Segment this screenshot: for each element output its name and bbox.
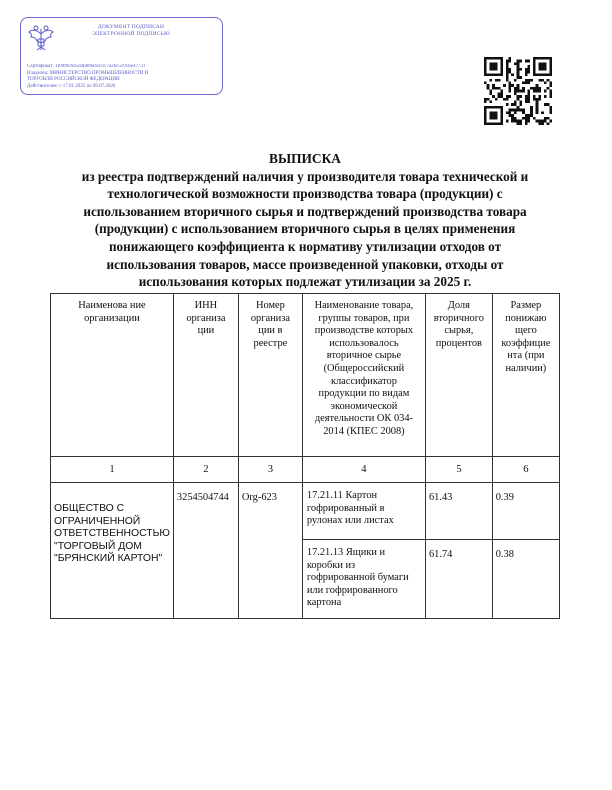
electronic-signature-stamp <box>20 17 223 95</box>
stamp-validity: Действителен: с 17.01.2025 по 09.07.2026 <box>27 83 116 89</box>
header-registry-number: Номер организа ции в реестре <box>238 294 302 457</box>
header-organization-name: Наименова ние организации <box>51 294 174 457</box>
registry-table <box>50 293 560 619</box>
stamp-title-line-1: ДОКУМЕНТ ПОДПИСАН <box>97 24 165 30</box>
column-number: 1 <box>51 457 174 483</box>
heading-line-2: технологической возможности производства товара (продукции) с <box>107 186 503 202</box>
header-inn: ИНН организа ции <box>173 294 238 457</box>
stamp-title <box>61 24 201 38</box>
secondary-share-cell: 61.43 <box>425 483 492 540</box>
stamp-owner: Владелец: МИНИСТЕРСТВО ПРОМЫШЛЕННОСТИ И <box>27 70 149 76</box>
stamp-details <box>27 64 219 90</box>
coefficient-cell: 0.39 <box>492 483 559 540</box>
double-headed-eagle-emblem-icon <box>27 24 55 54</box>
header-reduction-coefficient: Размер понижаю щего коэффицие нта (при наличии) <box>492 294 559 457</box>
registry-number-cell: Org-623 <box>238 483 302 619</box>
organization-name-cell <box>51 483 174 619</box>
header-secondary-share: Доля вторичного сырья, процентов <box>425 294 492 457</box>
column-number: 4 <box>302 457 425 483</box>
column-number: 5 <box>425 457 492 483</box>
inn-cell: 3254504744 <box>173 483 238 619</box>
heading-line-3: использованием вторичного сырья и подтверждений производства товара <box>83 203 527 219</box>
heading-line-5: понижающего коэффициента к нормативу утилизации отходов от <box>108 238 502 254</box>
header-product-name: Наименование товара, группы товаров, при производстве которых использовалось вторичное сырье (Общероссийский классификатор продукции по видам экономической деятельности ОК 034-2014 (КПЕС 2008) <box>302 294 425 457</box>
product-name-cell: 17.21.11 Картон гофрированный в рулонах или листах <box>302 483 425 540</box>
document-heading <box>50 150 560 291</box>
coefficient-cell: 0.38 <box>492 540 559 619</box>
heading-line-7: использования которых подлежат утилизации за 2025 г. <box>138 274 472 290</box>
stamp-title-line-2: ЭЛЕКТРОННОЙ ПОДПИСЬЮ <box>92 31 170 37</box>
column-number: 3 <box>238 457 302 483</box>
organization-name: ОБЩЕСТВО С ОГРАНИЧЕННОЙ ОТВЕТСТВЕННОСТЬЮ "ТОРГОВЫЙ ДОМ "БРЯНСКИЙ КАРТОН" <box>54 503 170 565</box>
qr-code-icon <box>484 57 552 125</box>
stamp-certificate: Сертификат: 1f09f0c6d5d4b8f9e6cb1c7a2bc5c916e47731 <box>27 64 146 69</box>
stamp-owner-2: ТОРГОВЛИ РОССИЙСКОЙ ФЕДЕРАЦИИ <box>27 77 120 82</box>
column-number: 6 <box>492 457 559 483</box>
heading-line-1: из реестра подтверждений наличия у производителя товара технической и <box>81 168 529 184</box>
column-number: 2 <box>173 457 238 483</box>
document-title: ВЫПИСКА <box>269 151 341 166</box>
secondary-share-cell: 61.74 <box>425 540 492 619</box>
heading-line-4: (продукции) с использованием вторичного сырья в целях применения <box>94 221 516 237</box>
heading-line-6: использования товаров, массе произведенной упаковки, отходы от <box>106 256 504 272</box>
product-name-cell: 17.21.13 Ящики и коробки из гофрированной бумаги или гофрированного картона <box>302 540 425 619</box>
